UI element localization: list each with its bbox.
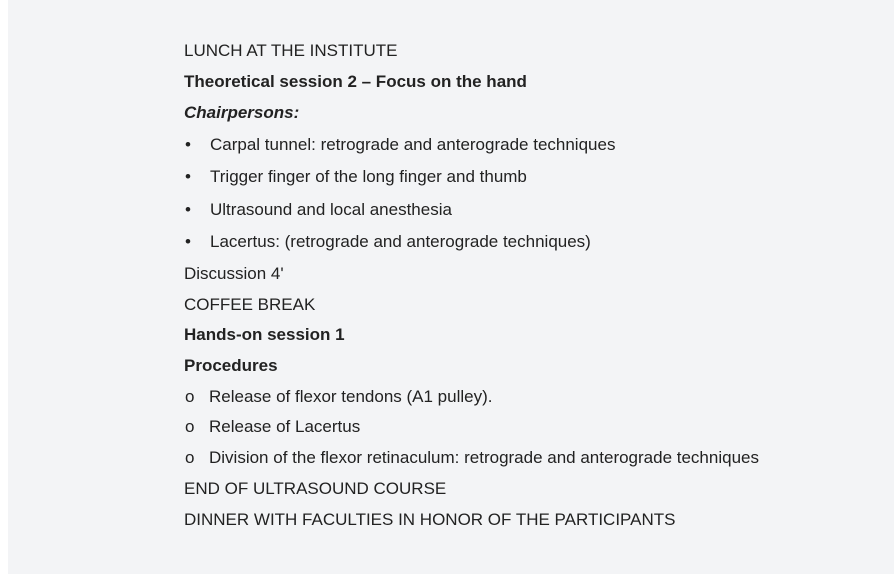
coffee-break-line: COFFEE BREAK [184, 295, 316, 314]
chairpersons-label: Chairpersons: [184, 103, 300, 122]
procedure-text: Release of flexor tendons (A1 pulley). [209, 387, 493, 406]
document-page [8, 0, 894, 574]
procedure-marker: o [185, 387, 195, 406]
discussion-line: Discussion 4' [184, 264, 284, 283]
procedure-marker: o [185, 448, 195, 467]
bullet-marker: • [185, 135, 191, 154]
bullet-item [184, 166, 527, 188]
bullet-text: Trigger finger of the long finger and thumb [210, 167, 527, 186]
procedures-title: Procedures [184, 356, 278, 375]
procedure-item [184, 447, 759, 469]
bullet-marker: • [185, 167, 191, 186]
end-course-line: END OF ULTRASOUND COURSE [184, 479, 447, 498]
procedure-text: Division of the flexor retinaculum: retrograde and anterograde techniques [209, 448, 759, 467]
dinner-line: DINNER WITH FACULTIES IN HONOR OF THE PARTICIPANTS [184, 510, 676, 529]
procedure-item [184, 416, 360, 438]
procedure-item [184, 386, 493, 408]
lunch-line: LUNCH AT THE INSTITUTE [184, 41, 398, 60]
session2-title: Theoretical session 2 – Focus on the hand [184, 72, 527, 91]
procedure-marker: o [185, 417, 195, 436]
bullet-text: Lacertus: (retrograde and anterograde techniques) [210, 232, 591, 251]
bullet-marker: • [185, 232, 191, 251]
procedure-text: Release of Lacertus [209, 417, 361, 436]
bullet-item [184, 231, 591, 253]
bullet-marker: • [185, 200, 191, 219]
bullet-text: Ultrasound and local anesthesia [210, 200, 452, 219]
bullet-text: Carpal tunnel: retrograde and anterograde techniques [210, 135, 616, 154]
bullet-item [184, 199, 452, 221]
bullet-item [184, 134, 615, 156]
handson-title: Hands-on session 1 [184, 325, 345, 344]
